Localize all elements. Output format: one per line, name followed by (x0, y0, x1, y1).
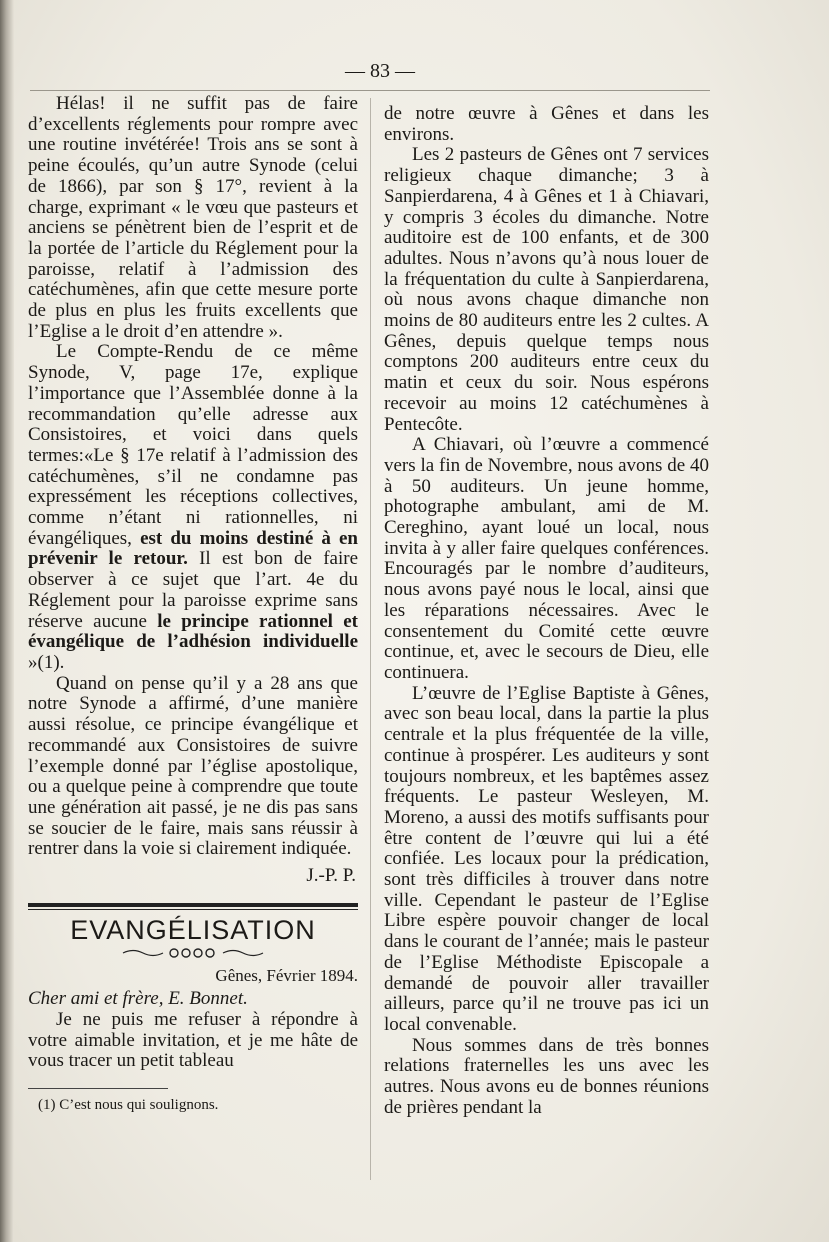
footnote: (1) C’est nous qui soulignons. (38, 1096, 219, 1113)
page-number: — 83 — (345, 60, 415, 82)
left-paragraph-2-text-b: Il est bon de faire observer à ce sujet que l’art. 4e du Réglement pour la paroisse exprime sans réserve aucune (28, 548, 358, 632)
left-paragraph-2-bold-b: le principe rationnel et évangélique de l’adhésion individuelle (28, 610, 358, 653)
left-paragraph-2-text-a: Le Compte-Rendu de ce même Synode, V, page 17e, explique l’importance que l’Assemblée donne à la recommandation qu’elle adresse aux Consistoires, et voici dans quels termes:«Le § 17e relatif à l’admission des catéchumènes, s’il ne condamne pas expressément les réceptions collectives, comme n’étant ni rationnelles, ni évangéliques, (28, 341, 358, 549)
right-paragraph-1: de notre œuvre à Gênes et dans les environs. (384, 103, 709, 145)
left-paragraph-1: Hélas! il ne suffit pas de faire d’excellents réglements pour rompre avec une routine invétérée! Trois ans se sont à peine écoulés, qu’un autre Synode (celui de 1866), par son § 17°, revient à la charge, exprimant « le vœu que pasteurs et anciens se pénètrent bien de l’esprit et de la portée de l’article du Réglement pour la paroisse, relatif à l’admission des catéchumènes, afin que cette mesure porte de plus en plus les fruits excellents que l’Eglise a le droit d’en attendre ». (28, 93, 358, 342)
section-title: EVANGÉLISATION (70, 914, 316, 945)
left-paragraph-2-text-c: »(1). (28, 651, 65, 673)
right-paragraph-3: A Chiavari, où l’œuvre a commencé vers la fin de Novembre, nous avons de 40 à 50 auditeurs. Un jeune homme, photographe ambulant, ami de M. Cereghino, ayant loué un local, nous invita à y aller faire quelques conférences. Encouragés par le nombre d’auditeurs, nous avons payé nous le local, ainsi que les réparations nécessaires. Avec le consentement du Comité cette œuvre continue, et, avec le secours de Dieu, elle continuera. (384, 434, 709, 683)
left-paragraph-2-bold-a: est du moins destiné à en prévenir le retour. (28, 527, 359, 570)
left-paragraph-4: Je ne puis me refuser à répondre à votre aimable invitation, et je me hâte de vous tracer un petit tableau (28, 1008, 358, 1072)
section-divider (28, 903, 358, 910)
fleuron-ornament-icon (118, 944, 268, 962)
left-paragraph-3: Quand on pense qu’il y a 28 ans que notre Synode a affirmé, d’une manière aussi résolue, ce principe évangélique et recommandé aux Consistoires de suivre l’exemple donné par l’église apostolique, ou a quelque peine à comprendre que toute une génération ait passé, je ne dis pas sans se soucier de le faire, mais sans réussir à rentrer dans la voie si clairement indiquée. (28, 672, 358, 860)
dateline: Gênes, Février 1894. (215, 966, 358, 986)
binding-shadow (0, 0, 14, 1242)
right-paragraph-4: L’œuvre de l’Eglise Baptiste à Gênes, avec son beau local, dans la partie la plus centrale et la plus fréquentée de la ville, continue à prospérer. Les auditeurs y sont toujours nombreux, et les baptêmes assez fréquents. Le pasteur Wesleyen, M. Moreno, a aussi des motifs suffisants pour être content de l’œuvre qui lui a été confiée. Les locaux pour la prédication, sont très difficiles à trouver dans notre ville. Cependant le pasteur de l’Eglise Libre espère pouvoir changer de local dans le courant de l’année; mais le pasteur de l’Eglise Méthodiste Episcopale a demandé de pouvoir aller travailler ailleurs, parce qu’il ne trouve pas ici un local convenable. (384, 682, 709, 1035)
signature: J.-P. P. (306, 865, 356, 887)
salutation: Cher ami et frère, E. Bonnet. (28, 988, 248, 1010)
header-rule (30, 90, 710, 91)
right-column (384, 104, 709, 1118)
right-paragraph-5: Nous sommes dans de très bonnes relations fraternelles les uns avec les autres. Nous avons eu de bonnes réunions de prières pendant la (384, 1034, 709, 1118)
right-paragraph-2: Les 2 pasteurs de Gênes ont 7 services religieux chaque dimanche; 3 à Sanpierdarena, 4 à Gênes et 1 à Chiavari, y compris 3 écoles du dimanche. Notre auditoire est de 100 enfants, et de 300 adultes. Nous n’avons qu’à nous louer de la fréquentation du culte à Sanpierdarena, où nous avons chaque dimanche non moins de 80 auditeurs entre les 2 cultes. A Gênes, depuis quelque temps nous comptons 200 auditeurs entre ceux du matin et ceux du soir. Nous espérons recevoir au moins 12 catéchumènes à Pentecôte. (384, 144, 709, 435)
footnote-rule (28, 1088, 168, 1089)
ornament-fleuron (28, 944, 358, 964)
left-paragraph-2 (28, 342, 358, 673)
column-separator (370, 98, 371, 1180)
left-column (28, 94, 358, 1116)
